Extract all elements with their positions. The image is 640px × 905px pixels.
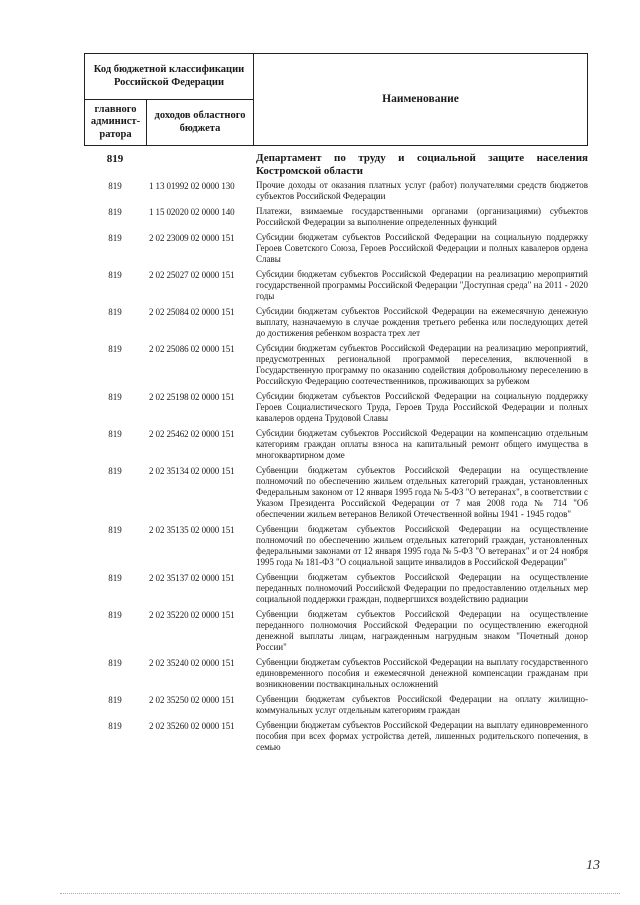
- table-row: [84, 232, 588, 265]
- table-row: [84, 572, 588, 605]
- table-row: [84, 609, 588, 653]
- table-row: [84, 306, 588, 339]
- item-name: Субвенции бюджетам субъектов Российской Федерации на осуществление переданных полномочий Российской Федерации по предоставлению отдельных мер социальной поддержки граждан, подвергшихся воздействию радиации: [256, 572, 588, 604]
- income-code: 2 02 25086 02 0000 151: [149, 344, 235, 354]
- table-row: [84, 428, 588, 461]
- income-code: [146, 152, 256, 178]
- item-name: Субвенции бюджетам субъектов Российской Федерации на выплату государственного единовременного пособия и ежемесячной денежной компенсации гражданам при возникновении поствакцинальных осложнений: [256, 657, 588, 689]
- admin-code: 819: [108, 573, 122, 583]
- table-row: [84, 180, 588, 202]
- income-code: 2 02 35260 02 0000 151: [149, 721, 235, 731]
- admin-code: 819: [108, 525, 122, 535]
- table-row: [84, 206, 588, 228]
- table-row: [84, 524, 588, 568]
- item-name: Субсидии бюджетам субъектов Российской Федерации на ежемесячную денежную выплату, назначаемую в случае рождения третьего ребенка или последующих детей до достижения ребенком возраста трех лет: [256, 306, 588, 338]
- header-admin: главного админист-ратора: [85, 100, 147, 146]
- item-name: Субвенции бюджетам субъектов Российской Федерации на осуществление переданного полномочия Российской Федерации по осуществлению ежегодной денежной выплаты лицам, награжденным нагрудным знаком "Почетный донор России": [256, 609, 588, 652]
- admin-code: 819: [108, 392, 122, 402]
- item-name: Субсидии бюджетам субъектов Российской Федерации на реализацию мероприятий, предусмотренных региональной программой переселения, включенной в Государственную программу по оказанию содействия добровольному переселению в Российскую Федерацию соотечественников, проживающих за рубежом: [256, 343, 588, 386]
- admin-code: 819: [108, 695, 122, 705]
- item-name: Субсидии бюджетам субъектов Российской Федерации на социальную поддержку Героев Советского Союза, Героев Российской Федерации и полных кавалеров ордена Славы: [256, 232, 588, 264]
- item-name: Субвенции бюджетам субъектов Российской Федерации на осуществление полномочий по обеспечению жильем отдельных категорий граждан, установленных федеральными законами от 12 января 1995 года № 5-ФЗ "О ветеранах" и от 24 ноября 1995 года № 181-ФЗ "О социальной защите инвалидов в Российской Федерации": [256, 524, 588, 567]
- item-name: Субсидии бюджетам субъектов Российской Федерации на компенсацию отдельным категориям граждан оплаты взноса на капитальный ремонт общего имущества в многоквартирном доме: [256, 428, 588, 460]
- admin-code: 819: [108, 429, 122, 439]
- admin-code: 819: [108, 344, 122, 354]
- admin-code: 819: [108, 466, 122, 476]
- admin-code: 819: [108, 207, 122, 217]
- admin-code: 819: [108, 658, 122, 668]
- item-name: Прочие доходы от оказания платных услуг (работ) получателями средств бюджетов субъектов Российской Федерации: [256, 180, 588, 201]
- item-name: Субвенции бюджетам субъектов Российской Федерации на осуществление полномочий по обеспечению жильем отдельных категорий граждан, установленных Федеральным законом от 12 января 1995 года № 5-ФЗ "О ветеранах", в соответствии с Указом Президента Российской Федерации от 7 мая 2008 года № 714 "Об обеспечении жильем ветеранов Великой Отечественной войны 1941 - 1945 годов": [256, 465, 588, 519]
- income-code: 2 02 25198 02 0000 151: [149, 392, 235, 402]
- income-code: 2 02 35135 02 0000 151: [149, 525, 235, 535]
- admin-code: 819: [108, 307, 122, 317]
- income-code: 2 02 35220 02 0000 151: [149, 610, 235, 620]
- rows-list: [84, 152, 588, 757]
- income-code: 2 02 35240 02 0000 151: [149, 658, 235, 668]
- admin-code: 819: [108, 610, 122, 620]
- table-row: [84, 343, 588, 387]
- income-code: 2 02 35250 02 0000 151: [149, 695, 235, 705]
- header-table: [84, 53, 588, 146]
- income-code: 1 13 01992 02 0000 130: [149, 181, 235, 191]
- income-code: 2 02 35134 02 0000 151: [149, 466, 235, 476]
- admin-code: 819: [108, 721, 122, 731]
- admin-code: 819: [108, 270, 122, 280]
- table-row: [84, 391, 588, 424]
- table-row: [84, 269, 588, 302]
- item-name: Субвенции бюджетам субъектов Российской Федерации на оплату жилищно-коммунальных услуг отдельным категориям граждан: [256, 694, 588, 715]
- income-code: 2 02 35137 02 0000 151: [149, 573, 235, 583]
- admin-code: 819: [106, 153, 124, 165]
- admin-code: 819: [108, 181, 122, 191]
- item-name: Субсидии бюджетам субъектов Российской Федерации на социальную поддержку Героев Социалистического Труда, Героев Труда Российской Федерации и полных кавалеров ордена Трудовой Славы: [256, 391, 588, 423]
- income-code: 2 02 25462 02 0000 151: [149, 429, 235, 439]
- income-code: 1 15 02020 02 0000 140: [149, 207, 235, 217]
- bottom-dotted-edge: [60, 893, 620, 894]
- header-code-group: Код бюджетной классификации Российской Федерации: [85, 54, 254, 100]
- income-code: 2 02 25027 02 0000 151: [149, 270, 235, 280]
- income-code: 2 02 25084 02 0000 151: [149, 307, 235, 317]
- item-name: Платежи, взимаемые государственными органами (организациями) субъектов Российской Федерации за выполнение определенных функций: [256, 206, 588, 227]
- header-income: доходов областного бюджета: [147, 100, 254, 146]
- admin-code: 819: [108, 233, 122, 243]
- income-code: 2 02 23009 02 0000 151: [149, 233, 235, 243]
- page-number: 13: [586, 858, 600, 873]
- table-row: [84, 720, 588, 753]
- item-name: Субвенции бюджетам субъектов Российской Федерации на выплату единовременного пособия при всех формах устройства детей, лишенных родительского попечения, в семью: [256, 720, 588, 752]
- table-row: [84, 657, 588, 690]
- table-row: [84, 465, 588, 520]
- header-name: Наименование: [254, 54, 588, 146]
- item-name: Субсидии бюджетам субъектов Российской Федерации на реализацию мероприятий государственной программы Российской Федерации "Доступная среда" на 2011 - 2020 годы: [256, 269, 588, 301]
- item-name: Департамент по труду и социальной защите населения Костромской области: [256, 152, 588, 177]
- department-row: [84, 152, 588, 178]
- table-row: [84, 694, 588, 716]
